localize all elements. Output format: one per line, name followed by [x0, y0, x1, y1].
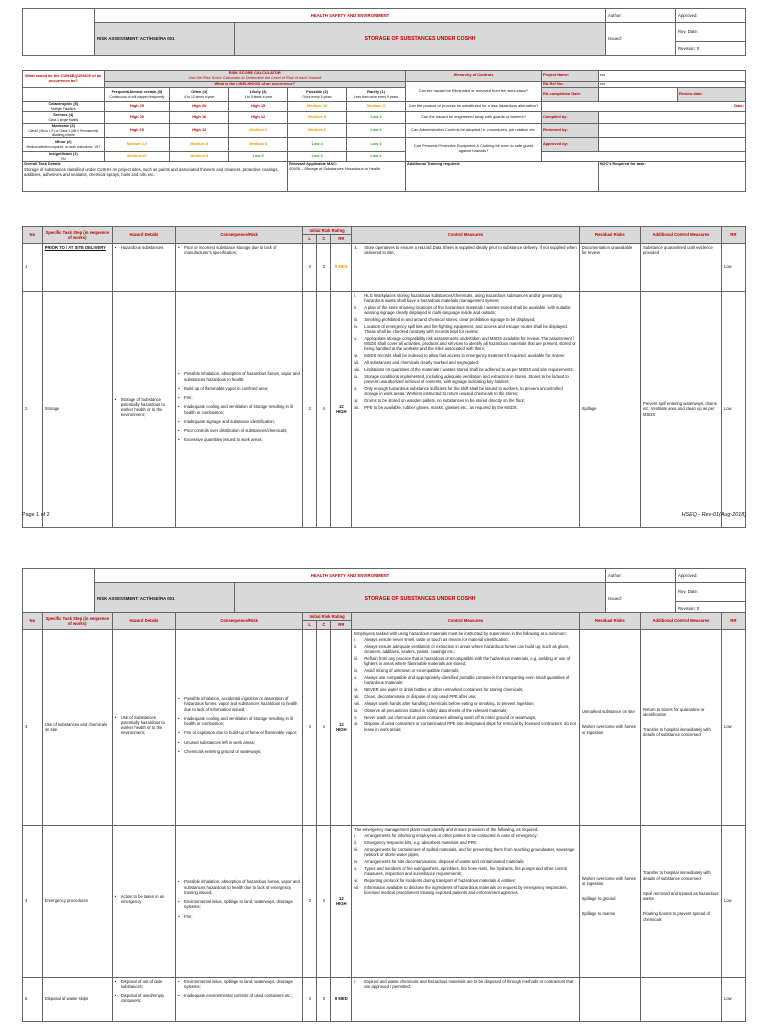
risk-cell: Low 4: [288, 137, 347, 151]
list-item: ii. A plan of the store showing locations of the hazardous materials / wastes stored shall be available, with suitable warning signage clearly displayed in multi-language inside and outside;: [354, 304, 571, 315]
doc-title: STORAGE OF SUBSTANCES UNDER COSHH: [235, 582, 606, 615]
row-residual: [579, 825, 640, 977]
list-item: v. Always use compatible and appropriately identified portable containers for transporting even small quantities of hazardous materials;: [354, 675, 570, 686]
row-hazards: [112, 243, 175, 291]
row-controls: [352, 291, 580, 527]
row-l: 3: [303, 629, 317, 825]
row-controls: [352, 629, 580, 825]
risk-table-page-2: [22, 612, 746, 1022]
row-c: 4: [317, 825, 331, 977]
list-item: • Excessive quantities issued to work areas;: [178, 437, 300, 442]
col-initial: Initial Risk Rating: [303, 227, 352, 235]
date-label: Date:: [541, 101, 745, 111]
col-rr: RR: [331, 621, 352, 629]
row-l: 3: [303, 243, 317, 291]
list-item: xi. Dispose of used containers or contaminated PPE into designated skips for removal by licensed contractors, do not leave in work areas;: [354, 721, 576, 732]
mac-text: 00939 – Storage of Substances Hazardous to Health: [289, 165, 381, 171]
row-consequences: [176, 291, 303, 527]
list-item: i. HLG Workplaces storing hazardous substances/chemicals, using hazardous substances and/or generating hazardous waste shall have a hazardous materials management system;: [354, 292, 562, 303]
list-item: iv. Avoid mixing of unknown or incompatible materials;: [354, 668, 460, 674]
list-item: ix. Storage conditions implemented, including adequate ventilation and extraction in stores. Stores to be locked to prevent unauthorized removal of contents, with signage indicating key holders;: [354, 373, 569, 384]
risk-cell: Medium 10: [288, 101, 347, 111]
likelihood-question: What is the LIKELIHOOD of an occurrence?: [104, 81, 405, 87]
list-item: • Storage of Substance potentially hazardous to worker health or to the environment;: [115, 397, 173, 418]
list-item: v. Appropriate storage compatibility risk assessments undertaken and MSDS available for review. The assessment / MSDS shall cover all activities, products and services to identify all hazardous materials that are present, stored or being handled at the worksite and the risks associated with them;: [354, 335, 576, 352]
list-item: • Poor or incorrect substance storage due to lack of manufacturer's specification;: [178, 245, 300, 256]
review-date-label: Review date:: [677, 87, 745, 101]
page-number: Page 1 of 2: [22, 512, 50, 518]
severity-row-2: Minor (2) Medical attention required, no work restrictions, 1HT: [23, 137, 105, 151]
table-row: [23, 825, 746, 977]
severity-row-5: Catastrophic (5) Multiple Fatalities: [23, 101, 105, 111]
table-row: [23, 977, 746, 1021]
row-rr: 12 HIGH: [331, 291, 352, 527]
consequence-question: What would be the CONSEQUENCE of an occurrence be?: [23, 71, 105, 88]
row-controls: [352, 243, 580, 291]
row-no: 3: [23, 629, 43, 825]
col-hazard: Hazard Details: [112, 613, 175, 630]
risk-cell: Low 2: [288, 151, 347, 161]
col-l: L: [303, 621, 317, 629]
list-item: Transfer to hospital immediately with details of substance concerned: [642, 870, 711, 881]
risk-table-page-1: [22, 226, 746, 528]
overall-task-text: Storage of substances classified under CoSHH on project sites, such as paints and associated thinners and cleaners, protective coatings, additives, adhesives and sealants, chemical sprays, fuels and oils, etc.: [24, 166, 279, 177]
list-item: • Disposal of used/empty containers;: [115, 993, 173, 1004]
row-l: 3: [303, 291, 317, 527]
risk-score-calculator: [22, 70, 746, 192]
row-residual: Spillage: [579, 291, 640, 527]
table-row: [23, 291, 746, 527]
list-item: vii. Clean, decontaminate or dispose of any used PPE after use;: [354, 694, 477, 700]
revision-label: Revision: 0: [676, 42, 746, 56]
revision-label: Revision: 0: [676, 602, 746, 616]
list-item: • Poor controls over distribution of substances/chemicals;: [178, 428, 300, 433]
controls-intro: The emergency management plans must identify and ensure provision of the following, as required.: [354, 826, 539, 832]
issued-label: Issued:: [606, 582, 676, 615]
risk-cell: Medium 10: [104, 137, 170, 151]
col-initial: Initial Risk Rating: [303, 613, 352, 621]
col-no: No: [23, 227, 43, 244]
row-step: Disposal of waste skips: [42, 977, 112, 1021]
page-2: [0, 560, 768, 1024]
ra-completion-label: RA completion Date:: [541, 87, 598, 101]
row-no: 2: [23, 291, 43, 527]
doc-code: RISK ASSESSMENT: ACT/HSE/RA 001: [95, 22, 235, 55]
calc-corner: [23, 87, 105, 101]
list-item: v. Types and numbers of fire extinguishers, sprinklers, fire hose reels, fire hydrants, fire pumps and other control measures, inspection and surveillance requirements;: [354, 865, 568, 877]
risk-cell: High 12: [170, 123, 229, 137]
author-label: Author:: [606, 569, 676, 583]
row-step: Storage: [42, 291, 112, 527]
author-label: Author:: [606, 9, 676, 23]
row-residual: [579, 977, 640, 1021]
row-step: Emergency procedures: [42, 825, 112, 977]
list-item: ii. Always ensure adequate ventilation or extraction in areas where hazardous fumes can build up, such as glues, cleaners, additives, sealers, paints, coatings etc.;: [354, 644, 570, 655]
list-item: vi. MSDS records shall be indexed to allow fast access to emergency treatment if required, available for review;: [354, 352, 565, 358]
ra-completion-value: [598, 87, 677, 101]
list-item: Floating booms to prevent spread of chemicals: [642, 911, 711, 922]
col-consequence: Consequence/Risk: [176, 613, 303, 630]
risk-cell: High 15: [104, 123, 170, 137]
list-item: • Hazardous substances: [115, 245, 173, 250]
calculator-title-cell: [104, 71, 405, 82]
compiled-value: [598, 111, 745, 123]
row-c: 3: [317, 243, 331, 291]
form-code: HSEQ - Rev-01(Aug-2018): [681, 512, 746, 518]
risk-cell: Medium10: [104, 151, 170, 161]
col-additional: Additional Control Measures: [640, 227, 721, 244]
list-item: iv. Location of emergency spill kits and fire-fighting equipment, and access and escape routes shall be displayed. These shall be checked routinely with records kept for review;: [354, 323, 568, 334]
list-item: Transfer to hospital immediately with details of substance concerned: [642, 727, 711, 738]
list-item: i. Expired and waste chemicals and hazardous materials are to be disposed of through methods or contractors that are approved / permitted;: [354, 978, 574, 989]
noc-label: NOC's Required for task:: [598, 161, 745, 191]
list-item: ii. Emergency response kits, e.g. absorbent materials and PPE;: [354, 840, 478, 846]
row-rr2: Low: [721, 629, 745, 825]
row-consequences: [176, 977, 303, 1021]
row-hazards: [112, 629, 175, 825]
row-additional: Substance quarantined until evidence provided: [640, 243, 721, 291]
col-additional: Additional Control Measures: [640, 613, 721, 630]
risk-cell: Low 3: [229, 151, 288, 161]
row-rr: 12 HIGH: [331, 629, 352, 825]
likelihood-col-5: Frequent/Almost certain (5) Continuous or will happen frequently: [104, 87, 170, 101]
compiled-label: Compiled by:: [541, 111, 598, 123]
row-controls: [352, 825, 580, 977]
likelihood-col-1: Rarely (1) Less than once every 5 years: [347, 87, 406, 101]
approved-label: Approved:: [676, 569, 746, 583]
col-no: No: [23, 613, 43, 630]
training-label: Additional Training required:: [405, 161, 598, 191]
ra-ref-value: xxx: [598, 81, 745, 87]
list-item: iii. Refrain from any practice that is hazardous or incompatible with the hazardous materials, e.g. welding or use of lighters in areas where flammable materials are stored;: [354, 656, 571, 667]
reviewed-value: [598, 123, 745, 137]
doc-code: RISK ASSESSMENT: ACT/HSE/RA 001: [95, 582, 235, 615]
row-step: Use of substances and chemicals on site: [42, 629, 112, 825]
row-c: 4: [317, 629, 331, 825]
list-item: • Possible inhalation, absorption of hazardous fumes, vapor and substances hazardous to health due to lack of emergency training issued;: [178, 879, 300, 895]
hierarchy-admin: Can Administration Controls be adopted i.e. procedures, job rotation etc.: [405, 123, 541, 137]
list-item: iii. Smoking prohibited in and around chemical stores, clear prohibition signage to be displayed;: [354, 316, 536, 322]
project-name-value: xxx: [598, 71, 745, 82]
risk-cell: Medium 9: [229, 123, 288, 137]
risk-cell: Medium 5: [347, 101, 406, 111]
list-item: • Fire or explosion due to build-up of fume or flammable vapor;: [178, 730, 300, 735]
list-item: i. Always ensure never smell, taste or touch as means for material identification;: [354, 637, 509, 643]
risk-cell: Low 2: [347, 137, 406, 151]
hierarchy-engineer: Can the hazard be engineered away with guards or barriers?: [405, 111, 541, 123]
approved-by-value: [598, 137, 745, 151]
severity-row-3: Moderate (3) Class2 (4M to L/T) or Class 3 (4M+) Permanently disabling effects: [23, 123, 105, 137]
hierarchy-title: Hierarchy of Controls: [405, 71, 541, 82]
row-rr: 12 HIGH: [331, 825, 352, 977]
table-row: [23, 629, 746, 825]
row-rr2: Low: [721, 977, 745, 1021]
overall-task-cell: [23, 161, 288, 191]
col-step: Specific Task Step (in sequence of works): [42, 613, 112, 630]
header-org: HEALTH SAFETY AND ENVIRONMENT: [95, 569, 606, 583]
logo-area: [23, 569, 95, 616]
list-item: viii. Limitations on quantities of the materials / wastes stored shall be adhered to as per MSDS and site requirements;: [354, 366, 574, 372]
row-consequences: [176, 825, 303, 977]
col-rr2: RR: [721, 613, 745, 630]
risk-cell: Medium 6: [288, 123, 347, 137]
row-rr: 9 MED: [331, 243, 352, 291]
calculator-title: RISK SCORE CALCULATOR: [228, 70, 281, 75]
likelihood-col-4: Often (4) 6 to 12 times a year: [170, 87, 229, 101]
doc-title: STORAGE OF SUBSTANCES UNDER COSHH: [235, 22, 606, 55]
row-additional: [640, 977, 721, 1021]
risk-cell: High 16: [170, 111, 229, 123]
row-consequences: [176, 629, 303, 825]
overall-task-title: Overall Task Details: [24, 160, 61, 166]
list-item: Spoil removed and treated as hazardous waste: [642, 890, 719, 901]
list-item: • Fire;: [178, 914, 300, 919]
hierarchy-substitute: Can the product or process be substituted for a less hazardous alternative?: [405, 101, 541, 111]
list-item: • Chemicals entering ground or waterways;: [178, 749, 300, 754]
list-item: i. Arrangements for informing employees or other parties to be contacted in case of emergency;: [354, 833, 538, 839]
risk-cell: Medium 6: [229, 137, 288, 151]
row-consequences: [176, 243, 303, 291]
row-hazards: [112, 291, 175, 527]
col-residual: Residual Risks: [579, 613, 640, 630]
row-no: 1: [23, 243, 43, 291]
row-rr2: Low: [721, 291, 745, 527]
approved-by-label: Approved by:: [541, 137, 598, 151]
col-c: C: [317, 621, 331, 629]
risk-cell: High 12: [229, 111, 288, 123]
col-control: Control Measures: [352, 227, 580, 244]
row-l: 3: [303, 977, 317, 1021]
row-hazards: [112, 825, 175, 977]
mac-cell: [288, 161, 406, 191]
list-item: • Fire;: [178, 395, 300, 400]
likelihood-col-3: Likely (3) 1 to 5 times a year: [229, 87, 288, 101]
row-no: 5: [23, 977, 43, 1021]
list-item: xi. Drums to be stored on wooden pallets, no substances to be stored directly on the floor;: [354, 397, 526, 403]
list-item: Worker overcome with fumes or ingestion: [581, 724, 636, 735]
list-item: Return to stores for quarantine or identification: [642, 706, 705, 717]
list-item: x. Only enough hazardous substance sufficient for the shift shall be issued to workers, to prevent uncontrolled storage in work areas. Workers instructed to return unused chemicals to the stores;: [354, 385, 563, 396]
document-header: [22, 8, 746, 56]
list-item: iv. Arrangements for site decontamination, disposal of waste and contaminated materials;: [354, 859, 525, 865]
list-item: • Possible inhalation, absorption of hazardous fumes, vapor and substances hazardous to health;: [178, 371, 300, 382]
approved-label: Approved:: [676, 9, 746, 23]
calculator-subtitle: Use the Risk Score Calculator to Determine the Level of Risk of each Hazard: [188, 74, 322, 80]
list-item: viii. Always wash hands after handling chemicals before eating or smoking, to prevent ingestion;: [354, 700, 535, 706]
list-item: • Build up of flammable vapor in confined area;: [178, 386, 300, 391]
row-residual: [579, 629, 640, 825]
row-rr2: Low: [721, 243, 745, 291]
list-item: • Possible inhalation, accidental ingestion or absorption of hazardous fumes, vapor and substances hazardous to health due to lack of information issued;: [178, 696, 300, 712]
risk-cell: Medium 8: [288, 111, 347, 123]
mac-title: Relevant Applicable MAC:: [289, 160, 338, 166]
hierarchy-ppe: Can Personal Protective Equipment & Clothing be worn to safe guard against hazards?: [405, 137, 541, 161]
col-consequence: Consequence/Risk: [176, 227, 303, 244]
row-l: 3: [303, 825, 317, 977]
list-item: vii. All substances and chemicals clearly marked and segregated;: [354, 359, 479, 365]
header-org: HEALTH SAFETY AND ENVIRONMENT: [95, 9, 606, 23]
list-item: • Use of Substances potentially hazardous to worker health or to the environment;: [115, 715, 173, 736]
list-item: ix. Observe all precautions stated in safety data sheets of the relevant materials;: [354, 707, 508, 713]
risk-cell: High 20: [104, 111, 170, 123]
row-additional: [640, 629, 721, 825]
row-c: 3: [317, 977, 331, 1021]
list-item: iii. Arrangements for containment of spilled materials, and for preventing them from reaching groundwater, sewerage network or storm-water pipes;: [354, 846, 575, 858]
list-item: • Unused substances left in work areas;: [178, 740, 300, 745]
list-item: Worker overcome with fumes or ingestion: [581, 875, 636, 886]
list-item: 1. Store operatives to ensure a Hazard Data Sheet is supplied ideally prior to substance delivery, if not supplied when delivered to site;: [354, 244, 577, 255]
list-item: vi. NEVER use water or drink bottles or other unmarked containers for storing chemicals;: [354, 687, 524, 693]
table-row: [23, 243, 746, 291]
risk-cell: Low 1: [347, 151, 406, 161]
controls-intro: Employees tasked with using hazardous materials must be instructed by supervision in the following at a minimum:: [354, 630, 567, 636]
list-item: • Inadequate signage and substance identification;: [178, 419, 300, 424]
project-name-label: Project Name:: [541, 71, 598, 82]
ra-ref-label: RA Ref No.:: [541, 81, 598, 87]
row-controls: [352, 977, 580, 1021]
risk-cell: Low 4: [347, 111, 406, 123]
col-hazard: Hazard Details: [112, 227, 175, 244]
row-additional: Prevent spill entering waterways, drains etc. Ventilate area and clean up as per MSDS: [640, 291, 721, 527]
row-rr2: Low: [721, 825, 745, 977]
list-item: • Action to be taken in an emergency: [115, 894, 173, 905]
list-item: • Environmental issue, spillage to land, waterways, drainage systems;: [178, 979, 300, 990]
list-item: xii. PPE to be available, rubber gloves, masks, glasses etc., as required by the MSDS;: [354, 404, 518, 410]
reviewed-label: Reviewed by:: [541, 123, 598, 137]
row-hazards: [112, 977, 175, 1021]
list-item: x. Never wash out chemical or paint containers allowing wash off to enter ground or waterways;: [354, 714, 537, 720]
row-additional: [640, 825, 721, 977]
row-no: 4: [23, 825, 43, 977]
row-step: PRIOR TO / AT SITE DELIVERY: [42, 243, 112, 291]
approved-blank: [541, 151, 745, 161]
list-item: vii. Information available to disclose the ingredients of hazardous materials on request by emergency responders, licensed medical practitioners treating exposed patients and enforcement agencies.: [354, 884, 568, 896]
logo-area: [23, 9, 95, 56]
list-item: Spillage to marine: [581, 911, 616, 917]
likelihood-col-2: Possible (2) Once every 5 years: [288, 87, 347, 101]
row-c: 4: [317, 291, 331, 527]
list-item: • Inadequate cooling and ventilation of storage resulting in ill health or combustion;: [178, 716, 300, 727]
list-item: • Environmental issue, spillage to land, waterways, drainage systems;: [178, 899, 300, 910]
risk-cell: Medium 8: [170, 151, 229, 161]
risk-cell: High 25: [104, 101, 170, 111]
risk-cell: High 20: [170, 101, 229, 111]
col-control: Control Measures: [352, 613, 580, 630]
risk-cell: Medium 8: [170, 137, 229, 151]
col-rr: RR: [331, 235, 352, 243]
severity-row-1: Insignificant (1) FAI: [23, 151, 105, 161]
row-residual: Documentation unavailable for review: [579, 243, 640, 291]
col-l: L: [303, 235, 317, 243]
list-item: • Inadequate cooling and ventilation of storage resulting in ill health or combustion;: [178, 404, 300, 415]
list-item: vi. Reporting protocol for incidents during transport of hazardous materials & entities;: [354, 877, 516, 883]
col-residual: Residual Risks: [579, 227, 640, 244]
list-item: Spillage to ground: [581, 896, 616, 901]
risk-cell: Low 3: [347, 123, 406, 137]
list-item: • Inadequate environmental controls of used containers etc.;: [178, 993, 300, 998]
col-rr2: RR: [721, 227, 745, 244]
risk-cell: High 15: [229, 101, 288, 111]
list-item: • Disposal of out of date substances;: [115, 979, 173, 990]
severity-row-4: Serious (4) Class 1 single fatality: [23, 111, 105, 123]
document-header: [22, 568, 746, 616]
issued-label: Issued:: [606, 22, 676, 55]
col-c: C: [317, 235, 331, 243]
list-item: Unmarked substance on site: [581, 709, 635, 715]
row-rr: 9 MED: [331, 977, 352, 1021]
rev-date-label: Rev. Date:: [676, 582, 746, 602]
hierarchy-eliminate: Can the hazard be Eliminated or removed from the work place?: [405, 81, 541, 101]
rev-date-label: Rev. Date:: [676, 22, 746, 42]
col-step: Specific Task Step (in sequence of works): [42, 227, 112, 244]
